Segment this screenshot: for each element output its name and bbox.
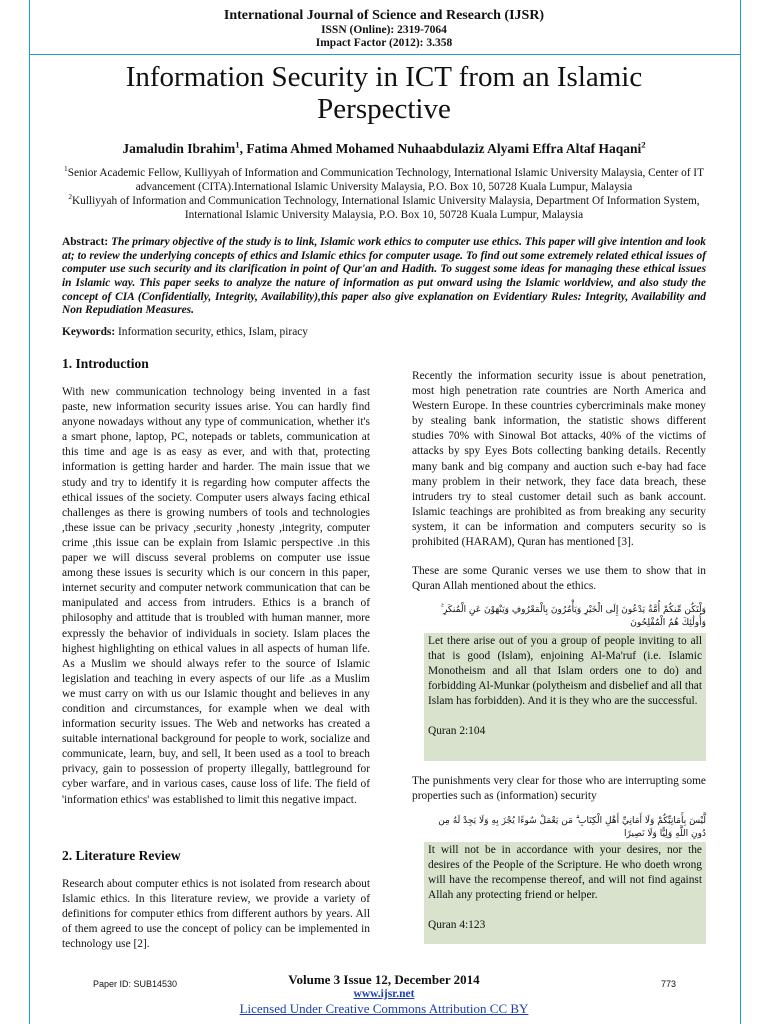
intro-paragraph: With new communication technology being invented in a fast paste, new information security issues arise. You can hardly find anyone nowadays without any type of communication, whether it's a smart phone, laptop, PC, notepads or tablets, communication at this time and age is as easy as ever, and with that, protecting information is getting harder and harder. The main issue that we study and try to identify it is regarding how computer affects the ethical issues of the society. Computer users always facing ethical challenges as there is growing numbers of tools and technologies ,these issue can be privacy ,security ,honesty ,integrity, computer crime ,this issue can be explain from Islamic perspective .in this paper we will discuss several problems on computer use issue among these issues is security which is our concern in this paper, internet security and computer network communication that can be manipulated and access from intruders. Ethics is a branch of philosophy and attitude that is troubled with human manner, more expressly the behavior of individuals in society. Islam places the highest highlighting on ethical values in all aspects of human life. As a Muslim we should always refer to the source of Islamic legislation and teaching in every aspects of our life .as a Muslim we must carry on with us our Islamic thought and believes in any condition and circumstances, for example when we deal with information security issues. The Web and networks has created a suitable international background for people to work, socialize and communicate, learn, buy, and sell, It been used as a tool to breach privacy, gain to possession of property illegally, battleground for cyber warfare, and in various cases, cause loss of life. The field of 'information ethics' was established to limit this negative impact. xyxy=(62,386,370,806)
abstract-text: The primary objective of the study is to link, Islamic work ethics to computer use ethics. This paper will give intention and look at; to review the underlying concepts of ethics and Islamic ethics for computer usage. To find out some extremely related ethical issues of computer use such security and its clarification in point of Qur'an and Hadith. To suggest some ideas for managing these ethical issues in Islamic way. This paper seeks to analyze the nature of information as put onward using the Islamic worldview, and also study the concept of CIA (Confidentially, Integrity, Availability),this paper also give explanation on Evidentiary Rules: Integrity, Availability and Non Repudiation Measures. xyxy=(62,236,706,317)
paper-title: Information Security in ICT from an Islamic Perspective xyxy=(125,61,643,125)
quran-ref-2: Quran 4:123 xyxy=(428,919,486,932)
author-1-sup: 1 xyxy=(235,139,240,150)
lit-review-paragraph: Research about computer ethics is not isolated from research about Islamic ethics. In this literature review, we provide a variety of definitions for computer ethics from different authors by years. All of them agreed to use the concept of policy can be implemented in technology use [2]. xyxy=(62,878,370,951)
author-1: Jamaludin Ibrahim xyxy=(122,141,236,156)
intro-heading: 1. Introduction xyxy=(62,356,149,371)
keywords-label: Keywords: xyxy=(62,326,116,338)
right-paragraph-3: The punishments very clear for those who are interrupting some properties such as (information) security xyxy=(412,775,706,803)
abstract-label: Abstract: xyxy=(62,236,109,248)
abstract xyxy=(62,236,706,318)
paper-id: Paper ID: SUB14530 xyxy=(93,979,178,989)
quran-translation-box-1 xyxy=(424,633,706,761)
keywords-text: Information security, ethics, Islam, piracy xyxy=(118,326,309,338)
aff-2-text: Kulliyyah of Information and Communication Technology, International Islamic University Malaysia, Department Of Information System, International Islamic University Malaysia, P.O. Box 10, 50728 Kuala Lumpur, Malaysia xyxy=(72,195,700,221)
journal-header xyxy=(0,8,768,51)
quran-arabic-1: وَلْتَكُن مِّنكُمْ أُمَّةٌ يَدْعُونَ إِلَى الْخَيْرِ وَيَأْمُرُونَ بِالْمَعْرُوفِ وَيَنْهَوْنَ عَنِ الْمُنكَرِ ۚ وَأُولَٰئِكَ هُمُ الْمُفْلِحُونَ xyxy=(440,605,706,628)
lit-review-heading: 2. Literature Review xyxy=(62,848,181,863)
quran-arabic-2: لَّيْسَ بِأَمَانِيِّكُمْ وَلَا أَمَانِيِّ أَهْلِ الْكِتَابِ ۗ مَن يَعْمَلْ سُوءًا يُجْزَ بِهِ وَلَا يَجِدْ لَهُ مِن دُونِ اللَّهِ وَلِيًّا وَلَا نَصِيرًا xyxy=(438,816,706,839)
affiliation-2 xyxy=(62,192,706,222)
aff-1-text: Senior Academic Fellow, Kulliyyah of Information and Communication Technology, International Islamic University Malaysia, Center of IT advancement (CITA).International Islamic University Malaysia, P.O. Box 10, 50728 Kuala Lumpur, Malaysia xyxy=(67,167,704,193)
header-divider xyxy=(29,54,741,55)
page-number: 773 xyxy=(661,979,677,989)
impact-factor: Impact Factor (2012): 3.358 xyxy=(315,37,453,50)
journal-name: International Journal of Science and Research (IJSR) xyxy=(223,8,545,23)
right-paragraph-1: Recently the information security issue is about penetration, most high penetration rate countries are North America and Western Europe. In these countries cybercriminals make money by stealing bank information, the statistic shows different studies 70% with Sinowal Bot attacks, 40% of the victims of attacks by spy Eyes Bots collecting banking details. Recently many bank and big company and auction such e-bay had face many problem in their network, they face data breach, these intruders try to steal customer detail such as bank account. Islamic teachings are prohibited as from breaking any security system, it can be information and computers security so is prohibited (HARAM), Quran has mentioned [3]. xyxy=(412,370,706,549)
quran-ref-1: Quran 2:104 xyxy=(428,725,486,738)
issn: ISSN (Online): 2319-7064 xyxy=(321,24,447,37)
quran-translation-2: It will not be in accordance with your desires, nor the desires of the People of the Scripture. He who doeth wrong will have the recompense thereof, and will not find against Allah any protecting friend or helper. xyxy=(428,844,702,902)
author-2-sup: 2 xyxy=(641,139,646,150)
affiliation-1 xyxy=(62,164,706,194)
journal-url-link[interactable]: www.ijsr.net xyxy=(353,988,415,1000)
aff-1-sup: 1 xyxy=(64,164,68,174)
keywords xyxy=(62,326,706,338)
quran-translation-1: Let there arise out of you a group of people inviting to all that is good (Islam), enjoining Al-Ma'ruf (i.e. Islamic Monotheism and all that Islam orders one to do) and forbidding Al-Munkar (polytheism and disbelief and all that Islam has forbidden). And it is they who are the successful. xyxy=(428,635,702,708)
volume-issue: Volume 3 Issue 12, December 2014 xyxy=(288,972,480,987)
aff-2-sup: 2 xyxy=(68,192,73,202)
quran-translation-box-2 xyxy=(424,842,706,944)
author-2: , Fatima Ahmed Mohamed Nuhaabdulaziz Alyami Effra Altaf Haqani xyxy=(239,141,642,156)
license-link[interactable]: Licensed Under Creative Commons Attribution CC BY xyxy=(239,1001,529,1016)
right-paragraph-2: These are some Quranic verses we use them to show that in Quran Allah mentioned about the ethics. xyxy=(412,565,706,593)
authors xyxy=(60,141,708,157)
